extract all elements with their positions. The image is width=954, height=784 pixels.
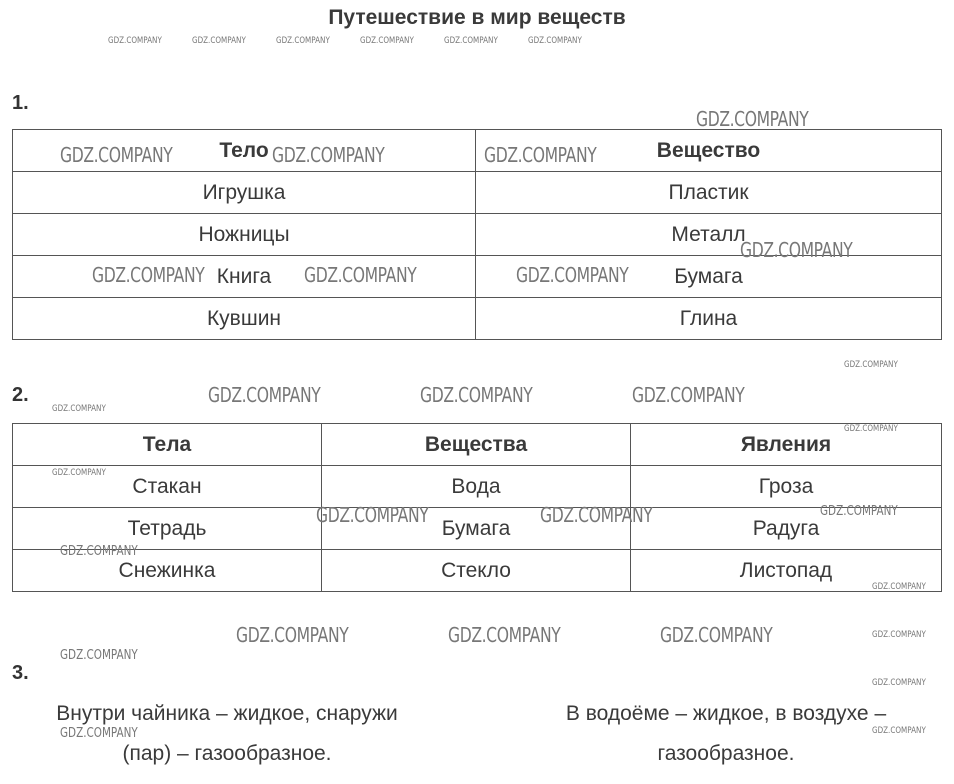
watermark: GDZ.COMPANY (844, 424, 898, 434)
watermark: GDZ.COMPANY (360, 36, 414, 46)
watermark: GDZ.COMPANY (60, 143, 173, 167)
header-body: Тело (13, 130, 476, 172)
watermark: GDZ.COMPANY (192, 36, 246, 46)
watermark: GDZ.COMPANY (60, 648, 138, 663)
watermark: GDZ.COMPANY (872, 726, 926, 736)
watermark: GDZ.COMPANY (872, 582, 926, 592)
table-cell: Бумага (322, 508, 631, 550)
table-cell: Кувшин (13, 298, 476, 340)
answer-left-line-2: (пар) – газообразное. (122, 742, 332, 765)
table-cell: Пластик (476, 172, 942, 214)
header-substance: Вещество (476, 130, 942, 172)
header-phenomena: Явления (631, 424, 942, 466)
watermark: GDZ.COMPANY (820, 504, 898, 519)
answer-right-line-2: газообразное. (657, 742, 795, 765)
watermark: GDZ.COMPANY (660, 623, 773, 647)
table-row (13, 508, 942, 550)
table-cell: Стакан (13, 466, 322, 508)
table-header-row (13, 424, 942, 466)
substance-table-2 (12, 423, 942, 592)
watermark: GDZ.COMPANY (872, 678, 926, 688)
watermark: GDZ.COMPANY (444, 36, 498, 46)
table-row (13, 172, 942, 214)
watermark: GDZ.COMPANY (528, 36, 582, 46)
section-2-number: 2. (12, 384, 29, 406)
watermark: GDZ.COMPANY (272, 143, 385, 167)
answer-right (520, 694, 932, 774)
watermark: GDZ.COMPANY (52, 404, 106, 414)
watermark: GDZ.COMPANY (276, 36, 330, 46)
watermark: GDZ.COMPANY (304, 263, 417, 287)
header-bodies: Тела (13, 424, 322, 466)
watermark: GDZ.COMPANY (740, 238, 853, 262)
watermark: GDZ.COMPANY (844, 360, 898, 370)
table-cell: Бумага (476, 256, 942, 298)
header-substances: Вещества (322, 424, 631, 466)
section-3-number: 3. (12, 662, 29, 684)
table-cell: Листопад (631, 550, 942, 592)
watermark: GDZ.COMPANY (632, 383, 745, 407)
watermark: GDZ.COMPANY (60, 726, 138, 741)
section-1-number: 1. (12, 92, 29, 114)
table-cell: Радуга (631, 508, 942, 550)
table-row (13, 298, 942, 340)
watermark: GDZ.COMPANY (208, 383, 321, 407)
watermark: GDZ.COMPANY (60, 544, 138, 559)
watermark: GDZ.COMPANY (92, 263, 205, 287)
watermark: GDZ.COMPANY (484, 143, 597, 167)
watermark: GDZ.COMPANY (420, 383, 533, 407)
table-cell: Тетрадь (13, 508, 322, 550)
watermark: GDZ.COMPANY (108, 36, 162, 46)
table-cell: Ножницы (13, 214, 476, 256)
table-cell: Вода (322, 466, 631, 508)
watermark: GDZ.COMPANY (448, 623, 561, 647)
table-cell: Игрушка (13, 172, 476, 214)
answer-left-line-1: Внутри чайника – жидкое, снаружи (56, 702, 398, 725)
watermark: GDZ.COMPANY (52, 468, 106, 478)
table-row (13, 466, 942, 508)
table-cell: Книга (13, 256, 476, 298)
table-cell: Гроза (631, 466, 942, 508)
page-title: Путешествие в мир веществ (328, 6, 626, 29)
table-row (13, 550, 942, 592)
table-cell: Снежинка (13, 550, 322, 592)
watermark: GDZ.COMPANY (316, 503, 429, 527)
watermark: GDZ.COMPANY (236, 623, 349, 647)
table-cell: Стекло (322, 550, 631, 592)
answer-right-line-1: В водоёме – жидкое, в воздухе – (565, 702, 887, 725)
watermark: GDZ.COMPANY (872, 630, 926, 640)
table-cell: Металл (476, 214, 942, 256)
watermark: GDZ.COMPANY (516, 263, 629, 287)
watermark: GDZ.COMPANY (540, 503, 653, 527)
watermark: GDZ.COMPANY (696, 107, 809, 131)
table-cell: Глина (476, 298, 942, 340)
